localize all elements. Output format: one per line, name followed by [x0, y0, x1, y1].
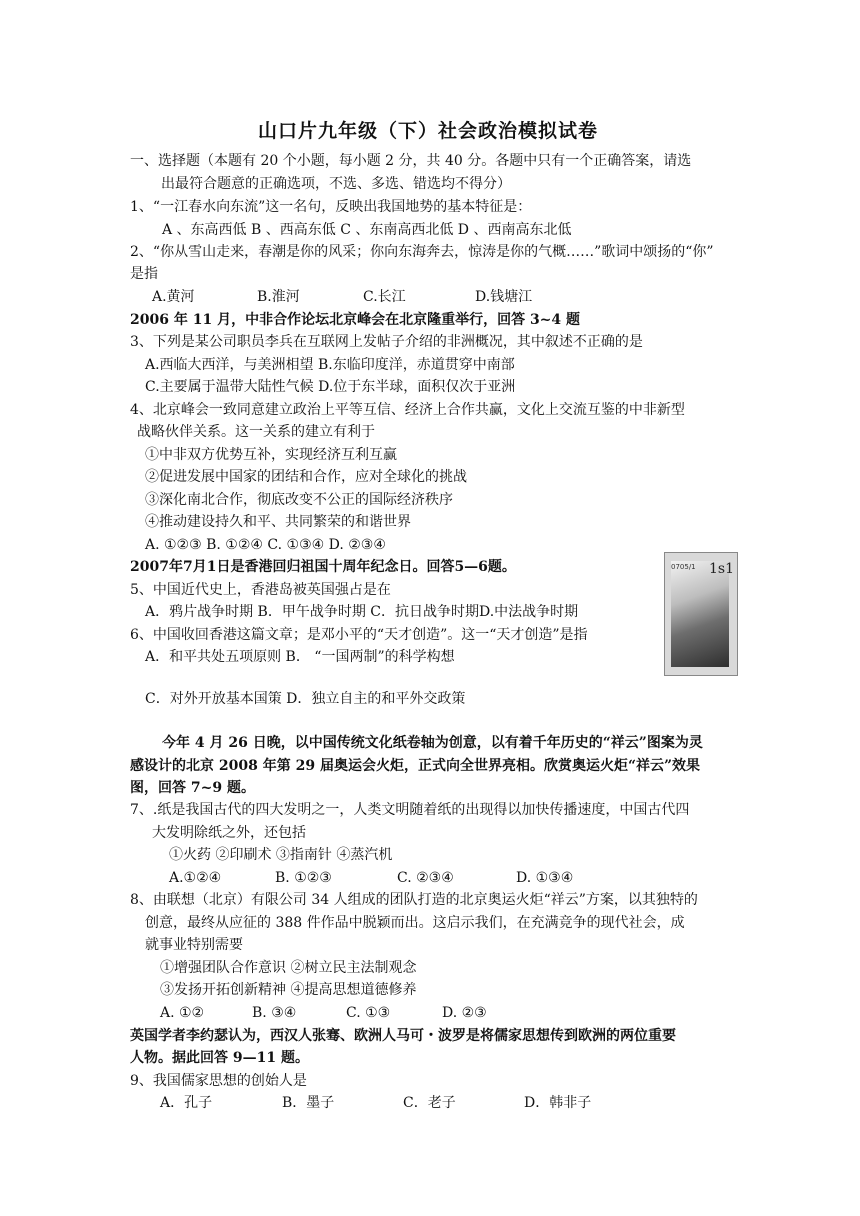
intro-q7-9-line3: 图，回答 7~9 题。	[130, 780, 255, 796]
q3-options-1: A.西临大西洋，与美洲相望 B.东临印度洋，赤道贯穿中南部	[145, 357, 515, 373]
q2-stem-cont: 是指	[130, 266, 158, 282]
section-instructions-line2: 出最符合题意的正确选项，不选、多选、错选均不得分）	[161, 176, 511, 192]
q4-options: A. ①②③ B. ①②④ C. ①③④ D. ②③④	[145, 537, 386, 553]
q8-option-c: C. ①③	[346, 1005, 391, 1021]
q7-option-d: D. ①③④	[516, 870, 574, 886]
q2-option-d: D.钱塘江	[475, 289, 533, 305]
q2-option-c: C.长江	[363, 289, 406, 305]
intro-q9-11-line1: 英国学者李约瑟认为，西汉人张骞、欧洲人马可・波罗是将儒家思想传到欧洲的两位重要	[130, 1028, 676, 1044]
q4-stem: 4、北京峰会一致同意建立政治上平等互信、经济上合作共赢，文化上交流互鉴的中非新型	[130, 402, 685, 418]
intro-q5-6: 2007年7月1日是香港回归祖国十周年纪念日。回答5—6题。	[130, 559, 516, 575]
q4-item: ①中非双方优势互补，实现经济互利互赢	[145, 447, 397, 463]
q8-stem: 8、由联想（北京）有限公司 34 人组成的团队打造的北京奥运火炬“祥云”方案，以其独特的	[130, 892, 698, 908]
q4-item: ④推动建设持久和平、共同繁荣的和谐世界	[145, 514, 411, 530]
q9-option-b: B．墨子	[282, 1095, 335, 1111]
q8-option-b: B. ③④	[252, 1005, 297, 1021]
q5-options: A．鸦片战争时期 B．甲午战争时期 C．抗日战争时期D.中法战争时期	[145, 604, 579, 620]
q9-option-a: A．孔子	[160, 1095, 213, 1111]
q7-items: ①火药 ②印刷术 ③指南针 ④蒸汽机	[169, 847, 393, 863]
q8-stem-cont: 创意，最终从应征的 388 件作品中脱颖而出。这启示我们，在充满竞争的现代社会，成	[145, 915, 685, 931]
q3-stem: 3、下列是某公司职员李兵在互联网上发帖子介绍的非洲概况，其中叙述不正确的是	[130, 334, 643, 350]
intro-q7-9-line2: 感设计的北京 2008 年第 29 届奥运会火炬，正式向全世界亮相。欣赏奥运火炬“祥云”效果	[130, 758, 701, 774]
q8-items-2: ③发扬开拓创新精神 ④提高思想道德修养	[160, 982, 417, 998]
page-title: 山口片九年级（下）社会政治模拟试卷	[258, 120, 599, 142]
intro-q7-9-line1: 今年 4 月 26 日晚，以中国传统文化纸卷轴为创意，以有着千年历史的“祥云”图案为灵	[162, 735, 703, 751]
q1-options: A 、东高西低 B 、西高东低 C 、东南高西北低 D 、西南高东北低	[162, 222, 572, 238]
q4-item: ②促进发展中国家的团结和合作，应对全球化的挑战	[145, 469, 467, 485]
q7-option-b: B. ①②③	[275, 870, 332, 886]
q9-option-d: D．韩非子	[524, 1095, 592, 1111]
intro-q3-4: 2006 年 11 月，中非合作论坛北京峰会在北京隆重举行，回答 3~4 题	[130, 312, 581, 328]
q8-option-d: D. ②③	[442, 1005, 487, 1021]
figure-number: 1s1	[709, 561, 734, 577]
q6-options-2: C．对外开放基本国策 D．独立自主的和平外交政策	[145, 691, 466, 707]
q7-stem: 7、.纸是我国古代的四大发明之一，人类文明随着纸的出现得以加快传播速度，中国古代四	[130, 802, 690, 818]
q4-item: ③深化南北合作，彻底改变不公正的国际经济秩序	[145, 492, 453, 508]
q5-stem: 5、中国近代史上，香港岛被英国强占是在	[130, 582, 391, 598]
q7-option-a: A.①②④	[169, 870, 222, 886]
q9-stem: 9、我国儒家思想的创始人是	[130, 1073, 307, 1089]
q8-items-1: ①增强团队合作意识 ②树立民主法制观念	[160, 960, 417, 976]
q4-stem-cont: 战略伙伴关系。这一关系的建立有利于	[137, 424, 375, 440]
q7-option-c: C. ②③④	[397, 870, 454, 886]
intro-q9-11-line2: 人物。据此回答 9—11 题。	[130, 1050, 309, 1066]
q3-options-2: C.主要属于温带大陆性气候 D.位于东半球，面积仅次于亚洲	[145, 379, 516, 395]
q2-stem: 2、“你从雪山走来，春潮是你的风采；你向东海奔去，惊涛是你的气概……”歌词中颂扬的“你”	[130, 244, 714, 260]
q1-stem: 1、“一江春水向东流”这一名句，反映出我国地势的基本特征是：	[130, 199, 532, 215]
q2-option-b: B.淮河	[257, 289, 300, 305]
q8-stem-cont: 就事业特别需要	[145, 937, 243, 953]
torch-figure-image	[664, 552, 738, 676]
q9-option-c: C．老子	[403, 1095, 456, 1111]
section-instructions-line1: 一、选择题（本题有 20 个小题，每小题 2 分，共 40 分。各题中只有一个正确答案，请选	[130, 153, 692, 169]
q7-stem-cont: 大发明除纸之外，还包括	[152, 825, 306, 841]
q6-stem: 6、中国收回香港这篇文章；是邓小平的“天才创造”。这一“天才创造”是指	[130, 627, 588, 643]
q8-option-a: A. ①②	[160, 1005, 205, 1021]
q2-option-a: A.黄河	[152, 289, 195, 305]
q6-options-1: A．和平共处五项原则 B． “一国两制”的科学构想	[145, 649, 455, 665]
figure-caption: 0705/1	[671, 563, 696, 571]
